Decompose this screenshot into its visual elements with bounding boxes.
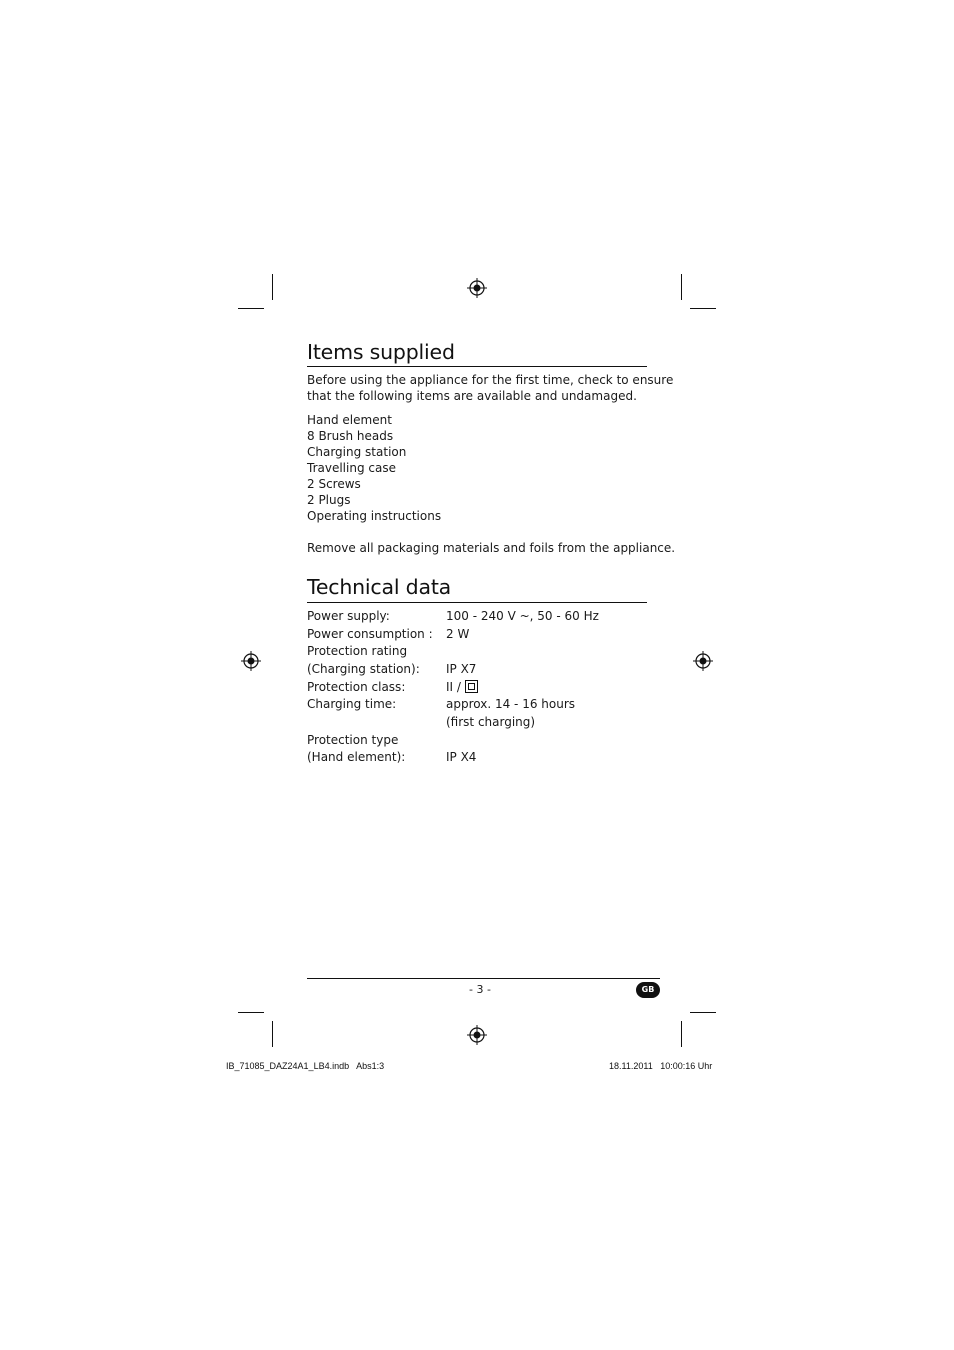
list-item: 8 Brush heads — [307, 429, 394, 443]
row-label: Charging time: — [307, 697, 397, 711]
row-value: IP X4 — [446, 750, 477, 764]
items-list — [307, 412, 441, 524]
crop-mark — [681, 274, 682, 300]
row-value-with-icon — [446, 679, 478, 697]
row-label: Protection class: — [307, 680, 406, 694]
footer-rule — [307, 978, 660, 979]
list-item: Hand element — [307, 413, 392, 427]
registration-mark-icon — [467, 278, 487, 298]
list-item: Charging station — [307, 445, 407, 459]
page-number: - 3 - — [469, 983, 491, 996]
row-value: II / — [446, 680, 461, 694]
heading-rule — [307, 366, 647, 367]
intro-text-line: that the following items are available and undamaged. — [307, 389, 637, 403]
row-value: 2 W — [446, 627, 470, 641]
technical-data-heading: Technical data — [307, 575, 452, 599]
registration-mark-icon — [241, 651, 261, 671]
list-item: 2 Screws — [307, 477, 361, 491]
crop-mark — [238, 308, 264, 309]
protection-class-ii-icon — [465, 680, 478, 693]
list-item: 2 Plugs — [307, 493, 351, 507]
crop-mark — [690, 1012, 716, 1013]
row-label: Power consumption : — [307, 627, 433, 641]
crop-mark — [681, 1021, 682, 1047]
row-value: 100 - 240 V ~, 50 - 60 Hz — [446, 609, 599, 623]
row-value: approx. 14 - 16 hours — [446, 697, 576, 711]
slug-file: IB_71085_DAZ24A1_LB4.indb Abs1:3 — [226, 1061, 385, 1071]
intro-text-line: Before using the appliance for the first time, check to ensure — [307, 373, 674, 387]
list-item: Travelling case — [307, 461, 396, 475]
crop-mark — [272, 274, 273, 300]
heading-rule — [307, 602, 647, 603]
crop-mark — [690, 308, 716, 309]
row-label: Protection rating — [307, 644, 408, 658]
list-item: Operating instructions — [307, 509, 442, 523]
crop-mark — [238, 1012, 264, 1013]
crop-mark — [272, 1021, 273, 1047]
slug-timestamp: 18.11.2011 10:00:16 Uhr — [609, 1061, 713, 1071]
registration-mark-icon — [693, 651, 713, 671]
row-value: IP X7 — [446, 662, 477, 676]
packaging-note: Remove all packaging materials and foils from the appliance. — [307, 541, 676, 555]
items-supplied-heading: Items supplied — [307, 340, 455, 364]
registration-mark-icon — [467, 1025, 487, 1045]
row-label: Protection type — [307, 733, 399, 747]
row-label: Power supply: — [307, 609, 390, 623]
language-badge: GB — [636, 982, 660, 998]
row-label: (Hand element): — [307, 750, 406, 764]
row-value: (first charging) — [446, 715, 536, 729]
row-label: (Charging station): — [307, 662, 420, 676]
